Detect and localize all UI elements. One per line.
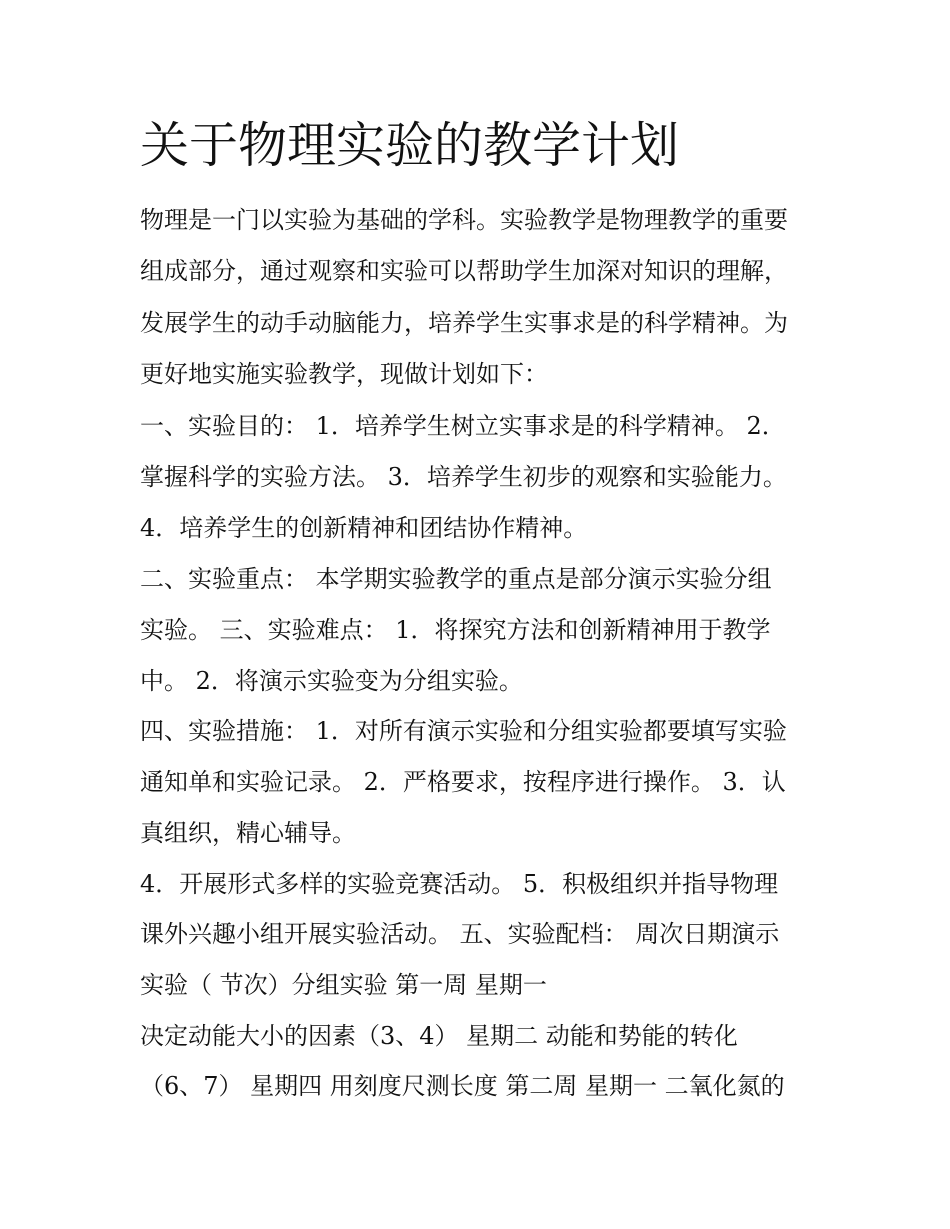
text-line: 课外兴趣小组开展实验活动。 五、实验配档： 周次日期演示 [140, 920, 780, 948]
text-line: 更好地实施实验教学，现做计划如下： [140, 360, 548, 388]
text-line: 组成部分，通过观察和实验可以帮助学生加深对知识的理解， [140, 257, 788, 285]
text-line: 掌握科学的实验方法。 3．培养学生初步的观察和实验能力。 [140, 463, 787, 491]
text-line: 四、实验措施： 1．对所有演示实验和分组实验都要填写实验 [140, 717, 787, 745]
text-line: 发展学生的动手动脑能力，培养学生实事求是的科学精神。为 [140, 309, 788, 337]
text-line: 实验（ 节次）分组实验 第一周 星期一 [140, 971, 547, 999]
document-title: 关于物理实验的教学计划 [140, 117, 680, 174]
text-line: 物理是一门以实验为基础的学科。实验教学是物理教学的重要 [140, 206, 788, 234]
text-line: 二、实验重点： 本学期实验教学的重点是部分演示实验分组 [140, 565, 772, 593]
text-line: 通知单和实验记录。 2．严格要求，按程序进行操作。 3．认 [140, 768, 786, 796]
text-line: 真组织，精心辅导。 [140, 819, 356, 847]
text-line: 实验。 三、实验难点： 1．将探究方法和创新精神用于教学 [140, 616, 771, 644]
text-line: 4．开展形式多样的实验竞赛活动。 5．积极组织并指导物理 [140, 870, 779, 898]
text-line: （6、7） 星期四 用刻度尺测长度 第二周 星期一 二氧化氮的 [140, 1072, 785, 1100]
text-line: 一、实验目的： 1．培养学生树立实事求是的科学精神。 2． [140, 412, 786, 440]
text-line: 中。 2．将演示实验变为分组实验。 [140, 667, 523, 695]
text-line: 决定动能大小的因素（3、4） 星期二 动能和势能的转化 [140, 1022, 738, 1050]
text-line: 4．培养学生的创新精神和团结协作精神。 [140, 514, 588, 542]
